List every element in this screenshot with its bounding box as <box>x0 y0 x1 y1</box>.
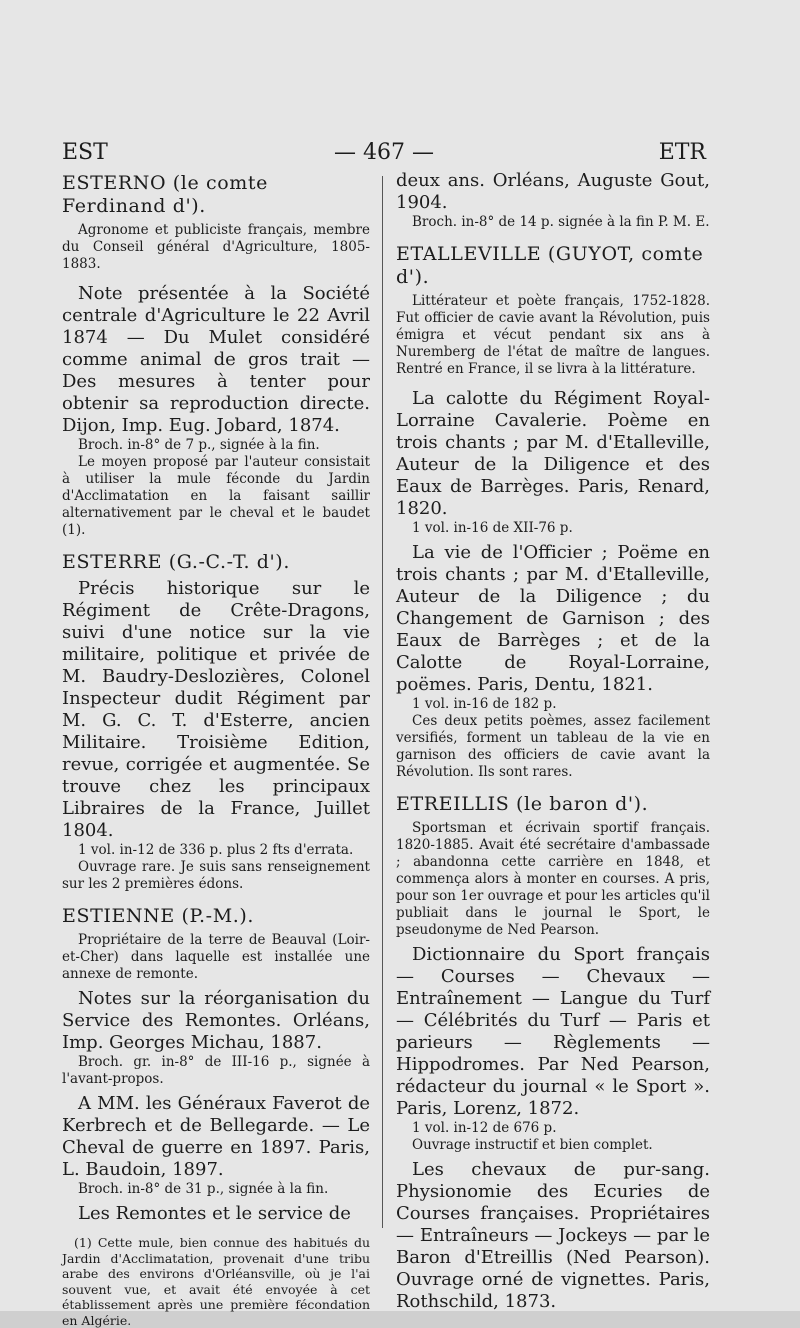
bio-esterno: Agronome et publiciste français, membre du Conseil général d'Agriculture, 1805-1883. <box>62 222 370 272</box>
bio-etalleville: Littérateur et poète français, 1752-1828. Fut officier de cavie avant la Révolution, puis émigra et vécut pendant six ans à Nuremberg de l'état de maître de langues. Rentré en France, il se livra à la littérature. <box>396 293 710 377</box>
running-header <box>62 140 706 170</box>
left-column <box>62 170 370 1328</box>
work-continued: deux ans. Orléans, Auguste Gout, 1904. <box>396 170 710 213</box>
work-esterre: Précis historique sur le Régiment de Crête-Dragons, suivi d'une notice sur la vie militaire, politique et privée de M. Baudry-Deslozières, Colonel Inspecteur dudit Régiment par M. G. C. T. d'Esterre, ancien Militaire. Troisième Edition, revue, corrigée et augmentée. Se trouve chez les principaux Libraires de la France, Juillet 1804. <box>62 578 370 841</box>
entry-heading-estienne: ESTIENNE (P.-M.). <box>62 905 255 927</box>
work-estienne-1: Notes sur la réorganisation du Service des Remontes. Orléans, Imp. Georges Michau, 1887. <box>62 988 370 1053</box>
work-estienne-3: Les Remontes et le service de <box>78 1203 351 1224</box>
header-left: EST <box>62 140 108 165</box>
entry-heading-etalleville: ETALLEVILLE (GUYOT, comte d'). <box>396 243 704 288</box>
broch-esterno: Broch. in-8° de 7 p., signée à la fin. <box>78 437 320 453</box>
work-etalleville-2: La vie de l'Officier ; Poëme en trois chants ; par M. d'Etalleville, Auteur de la Diligence ; du Changement de Garnison ; des Eaux de Barrèges ; et de la Calotte de Royal-Lorraine, poëmes. Paris, Dentu, 1821. <box>396 542 710 695</box>
work-etalleville-1: La calotte du Régiment Royal-Lorraine Cavalerie. Poème en trois chants ; par M. d'Etalleville, Auteur de la Diligence et des Eaux de Barrèges. Paris, Renard, 1820. <box>396 388 710 519</box>
vol-etreillis-1: 1 vol. in-12 de 676 p. <box>412 1120 557 1136</box>
entry-heading-etreillis: ETREILLIS (le baron d'). <box>396 793 649 815</box>
broch-continued: Broch. in-8° de 14 p. signée à la fin P. M. E. <box>412 214 710 230</box>
vol-etalleville-1: 1 vol. in-16 de XII-76 p. <box>412 520 573 536</box>
note-etreillis-1: Ouvrage instructif et bien complet. <box>412 1137 653 1153</box>
broch-estienne-1: Broch. gr. in-8° de III-16 p., signée à l'avant-propos. <box>62 1054 370 1087</box>
entry-heading-esterno: ESTERNO (le comte Ferdinand d'). <box>62 172 268 217</box>
note-esterno: Le moyen proposé par l'auteur consistait à utiliser la mule féconde du Jardin d'Acclimatation en la faisant saillir alternativement par le cheval et le baudet (1). <box>62 454 370 538</box>
vol-esterre: 1 vol. in-12 de 336 p. plus 2 fts d'errata. <box>78 842 354 858</box>
footnote: (1) Cette mule, bien connue des habitués du Jardin d'Acclimatation, provenait d'une tribu arabe des environs d'Orléansville, où je l'ai souvent vue, et avait été envoyée à cet établissement après une première fécondation en Algérie. <box>62 1235 370 1328</box>
right-column <box>396 170 710 1313</box>
broch-estienne-2: Broch. in-8° de 31 p., signée à la fin. <box>78 1181 329 1197</box>
note-etalleville: Ces deux petits poèmes, assez facilement versifiés, forment un tableau de la vie en garnison des officiers de cavie avant la Révolution. Ils sont rares. <box>396 713 710 780</box>
work-estienne-2: A MM. les Généraux Faverot de Kerbrech et de Bellegarde. — Le Cheval de guerre en 1897. Paris, L. Baudoin, 1897. <box>62 1093 370 1180</box>
vol-etalleville-2: 1 vol. in-16 de 182 p. <box>412 696 557 712</box>
header-right: ETR <box>658 140 706 165</box>
column-divider <box>382 176 383 1228</box>
bio-etreillis: Sportsman et écrivain sportif français. 1820-1885. Avait été secrétaire d'ambassade ; abandonna cette carrière en 1848, et commença alors à monter en courses. A pris, pour son 1er ouvrage et pour les articles qu'il publiait dans le journal le Sport, le pseudonyme de Ned Pearson. <box>396 820 710 938</box>
work-etreillis-1: Dictionnaire du Sport français — Courses — Chevaux — Entraînement — Langue du Turf — Célébrités du Turf — Paris et parieurs — Règlements — Hippodromes. Par Ned Pearson, rédacteur du journal « le Sport ». Paris, Lorenz, 1872. <box>396 944 710 1119</box>
work-etreillis-2: Les chevaux de pur-sang. Physionomie des Ecuries de Courses françaises. Propriétaires — Entraîneurs — Jockeys — par le Baron d'Etreillis (Ned Pearson). Ouvrage orné de vignettes. Paris, Rothschild, 1873. <box>396 1159 710 1312</box>
entry-heading-esterre: ESTERRE (G.-C.-T. d'). <box>62 551 290 573</box>
note-esterre: Ouvrage rare. Je suis sans renseignement sur les 2 premières édons. <box>62 859 370 892</box>
page-number: — 467 — <box>334 140 434 165</box>
work-esterno: Note présentée à la Société centrale d'Agriculture le 22 Avril 1874 — Du Mulet considéré comme animal de gros trait — Des mesures à tenter pour obtenir sa reproduction directe. Dijon, Imp. Eug. Jobard, 1874. <box>62 283 370 436</box>
bio-estienne: Propriétaire de la terre de Beauval (Loir-et-Cher) dans laquelle est installée une annexe de remonte. <box>62 932 370 982</box>
